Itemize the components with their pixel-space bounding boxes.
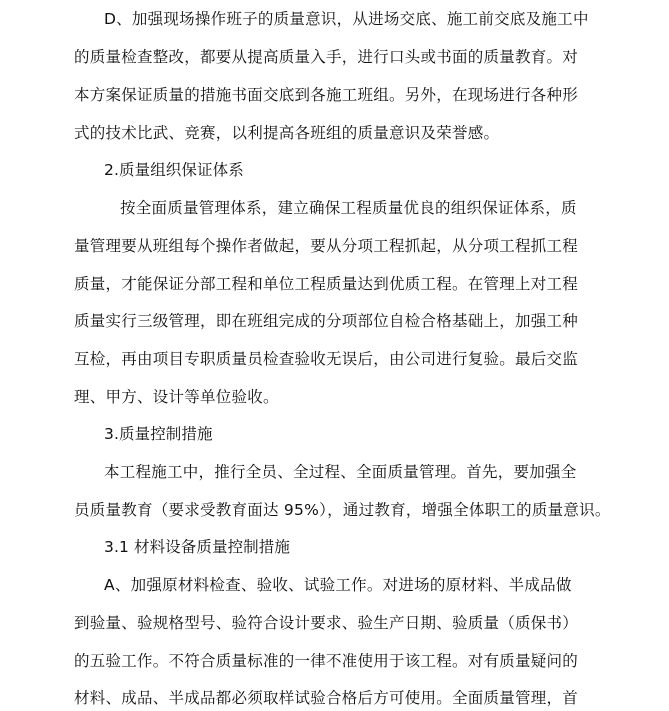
paragraph-a-line-4: 材料、成品、半成品都必须取样试验合格后方可使用。全面质量管理，首 <box>74 689 579 707</box>
paragraph-d-line-4: 式的技术比武、竞赛，以利提高各班组的质量意识及荣誉感。 <box>74 124 500 142</box>
paragraph-2-line-5: 互检，再由项目专职质量员检查验收无误后，由公司进行复验。最后交监 <box>74 350 579 368</box>
paragraph-3-line-1: 本工程施工中，推行全员、全过程、全面质量管理。首先，要加强全 <box>104 463 577 481</box>
paragraph-d-line-2: 的质量检查整改，都要从提高质量入手，进行口头或书面的质量教育。对 <box>74 48 579 66</box>
paragraph-2-line-4: 质量实行三级管理，即在班组完成的分项部位自检合格基础上，加强工种 <box>74 312 579 330</box>
paragraph-a-line-1: A、加强原材料检查、验收、试验工作。对进场的原材料、半成品做 <box>104 576 572 594</box>
paragraph-d-line-3: 本方案保证质量的措施书面交底到各施工班组。另外，在现场进行各种形 <box>74 86 579 104</box>
section-heading-3: 3.质量控制措施 <box>104 425 213 443</box>
paragraph-2-line-1: 按全面质量管理体系，建立确保工程质量优良的组织保证体系，质 <box>120 199 577 217</box>
paragraph-2-line-2: 量管理要从班组每个操作者做起，要从分项工程抓起，从分项工程抓工程 <box>74 237 579 255</box>
paragraph-d-line-1: D、加强现场操作班子的质量意识，从进场交底、施工前交底及施工中 <box>104 10 589 28</box>
paragraph-a-line-2: 到验量、验规格型号、验符合设计要求、验生产日期、验质量（质保书） <box>74 614 579 632</box>
paragraph-a-line-3: 的五验工作。不符合质量标准的一律不准使用于该工程。对有质量疑问的 <box>74 652 579 670</box>
paragraph-3-line-2: 员质量教育（要求受教育面达 95%），通过教育，增强全体职工的质量意识。 <box>74 501 611 519</box>
paragraph-2-line-6: 理、甲方、设计等单位验收。 <box>74 388 279 406</box>
paragraph-2-line-3: 质量，才能保证分部工程和单位工程质量达到优质工程。在管理上对工程 <box>74 275 579 293</box>
section-heading-3-1: 3.1 材料设备质量控制措施 <box>104 538 290 556</box>
section-heading-2: 2.质量组织保证体系 <box>104 161 244 179</box>
